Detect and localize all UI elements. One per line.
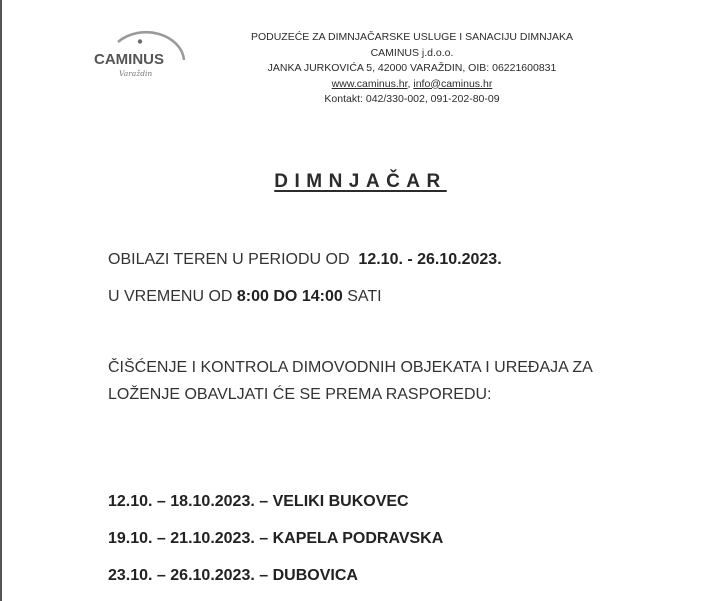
notice-line-1: ČIŠĆENJE I KONTROLA DIMOVODNIH OBJEKATA I UREĐAJA ZA (108, 359, 593, 376)
time-prefix: U VREMENU OD (108, 288, 233, 305)
schedule-item: 12.10. – 18.10.2023. – VELIKI BUKOVEC (108, 493, 409, 510)
website-link[interactable]: www.caminus.hr (331, 77, 408, 90)
company-header (232, 30, 592, 108)
company-short-name: CAMINUS j.d.o.o. (370, 46, 454, 59)
company-web-email (232, 77, 592, 93)
notice-line-2: LOŽENJE OBAVLJATI ĆE SE PREMA RASPOREDU: (108, 386, 492, 403)
email-link[interactable]: info@caminus.hr (413, 77, 493, 90)
time-hours: 8:00 DO 14:00 (236, 288, 343, 305)
time-suffix: SATI (347, 288, 382, 305)
period-dates: 12.10. - 26.10.2023. (358, 251, 502, 268)
logo-arc-icon (88, 16, 198, 86)
schedule-item: 19.10. – 21.10.2023. – KAPELA PODRAVSKA (108, 530, 444, 547)
logo-text: CAMINUS (94, 51, 164, 68)
page-left-border (0, 0, 2, 601)
schedule-item: 23.10. – 26.10.2023. – DUBOVICA (108, 567, 358, 584)
link-separator: , (407, 77, 414, 90)
page-title (0, 171, 721, 193)
period-line (108, 251, 502, 269)
company-address: JANKA JURKOVIĆA 5, 42000 VARAŽDIN, OIB: 06221600831 (267, 62, 557, 74)
company-contact: Kontakt: 042/330-002, 091-202-80-09 (324, 93, 500, 105)
period-prefix: OBILAZI TEREN U PERIODU OD (108, 251, 350, 268)
logo-subtext: Varaždin (119, 69, 153, 78)
page-title-text: DIMNJAČAR (274, 171, 447, 192)
time-line (108, 288, 382, 306)
company-name: PODUZEĆE ZA DIMNJAČARSKE USLUGE I SANACIJU DIMNJAKA (250, 31, 574, 43)
caminus-logo (88, 16, 198, 86)
